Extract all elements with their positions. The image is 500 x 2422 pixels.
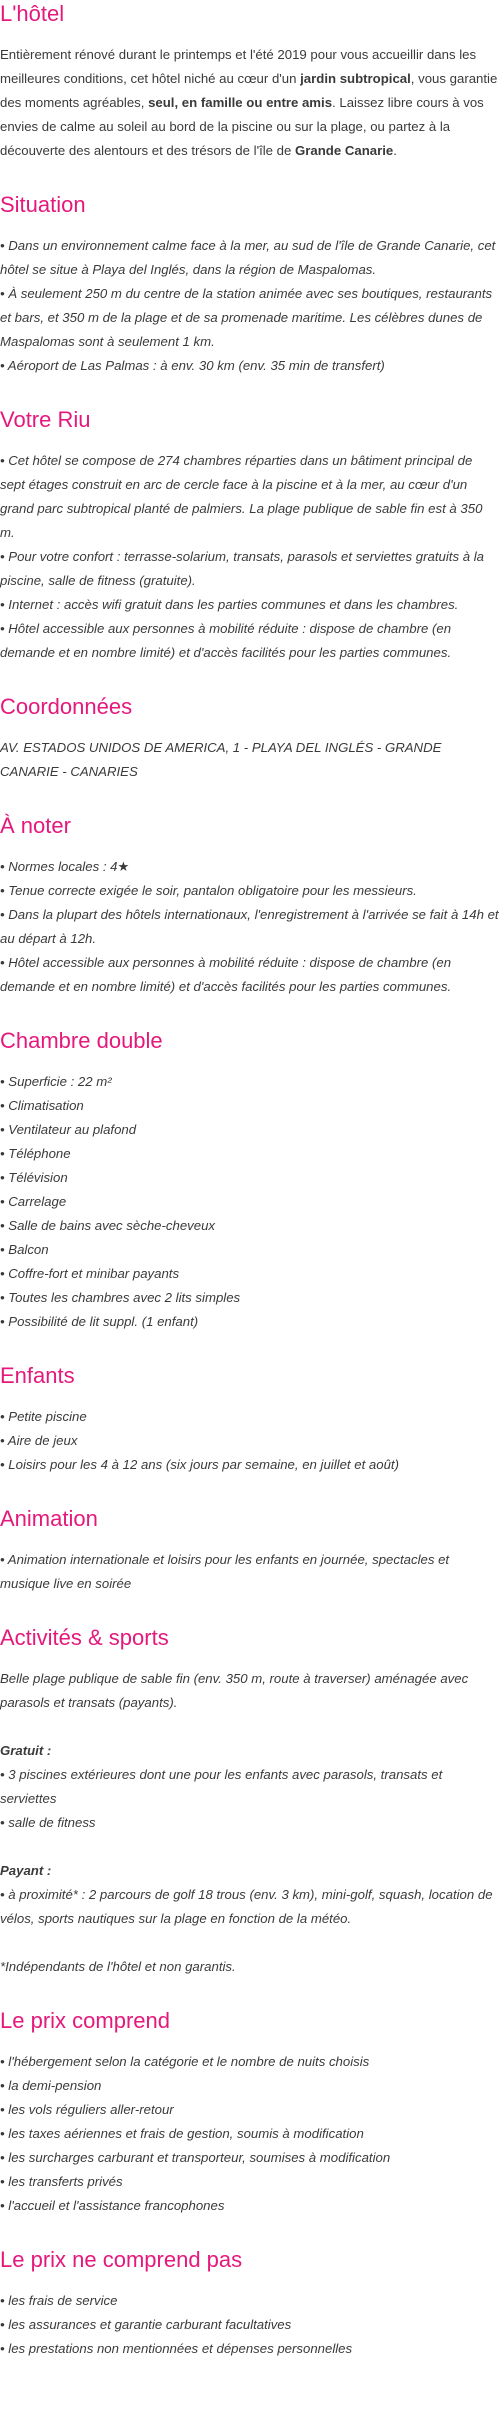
list-item: • Ventilateur au plafond — [0, 1122, 137, 1137]
list-item: • Balcon — [0, 1242, 49, 1257]
list-item: • les taxes aériennes et frais de gestion, soumis à modification — [0, 2126, 364, 2141]
sports-payant-label: Payant : — [0, 1863, 52, 1878]
hotel-text-3: . Laissez libre cours à vos envies de calme au soleil au bord de la piscine ou sur la plage, ou partez à la découverte des alentours et des trésors de l'île de — [0, 95, 484, 158]
sports-payant-item: • à proximité* : 2 parcours de golf 18 trous (env. 3 km), mini-golf, squash, location de vélos, sports nautiques sur la plage en fonction de la météo. — [0, 1887, 493, 1926]
hotel-text-2: , vous garantie des moments agréables, — [0, 71, 498, 110]
list-item: • Possibilité de lit suppl. (1 enfant) — [0, 1314, 199, 1329]
list-item: • les frais de service — [0, 2293, 118, 2308]
section-a-noter — [0, 812, 500, 999]
sports-intro: Belle plage publique de sable fin (env. 350 m, route à traverser) aménagée avec parasols et transats (payants). — [0, 1671, 469, 1710]
section-chambre-double — [0, 1027, 500, 1334]
list-item: • l'accueil et l'assistance francophones — [0, 2198, 225, 2213]
list-item: • les assurances et garantie carburant facultatives — [0, 2317, 292, 2332]
section-coordonnees — [0, 693, 500, 784]
section-activites-sports — [0, 1624, 500, 1979]
kids-list — [0, 1405, 500, 1477]
list-item: • Climatisation — [0, 1098, 84, 1113]
section-title-situation: Situation — [0, 192, 86, 217]
hotel-address: AV. ESTADOS UNIDOS DE AMERICA, 1 - PLAYA DEL INGLÉS - GRANDE CANARIE - CANARIES — [0, 740, 442, 779]
situation-item: • À seulement 250 m du centre de la station animée avec ses boutiques, restaurants et bars, et 350 m de la plage et de sa promenade maritime. Les célèbres dunes de Maspalomas sont à seulement 1 km. — [0, 286, 493, 349]
note-item: • Hôtel accessible aux personnes à mobilité réduite : dispose de chambre (en demande et en nombre limité) et d'accès facilités pour les parties communes. — [0, 955, 452, 994]
note-item: • Dans la plupart des hôtels internationaux, l'enregistrement à l'arrivée se fait à 14h et au départ à 12h. — [0, 907, 499, 946]
note-item: • Tenue correcte exigée le soir, pantalon obligatoire pour les messieurs. — [0, 883, 417, 898]
section-title-enfants: Enfants — [0, 1363, 75, 1388]
animation-item: • Animation internationale et loisirs pour les enfants en journée, spectacles et musique live en soirée — [0, 1552, 450, 1591]
note-item: • Normes locales : 4★ — [0, 859, 130, 874]
list-item: • Carrelage — [0, 1194, 67, 1209]
section-enfants — [0, 1362, 500, 1477]
list-item: • Superficie : 22 m² — [0, 1074, 112, 1089]
riu-item: • Internet : accès wifi gratuit dans les parties communes et dans les chambres. — [0, 597, 459, 612]
sports-note: *Indépendants de l'hôtel et non garantis. — [0, 1959, 236, 1974]
section-title-riu: Votre Riu — [0, 407, 91, 432]
list-item: • Petite piscine — [0, 1409, 87, 1424]
situation-item: • Dans un environnement calme face à la mer, au sud de l'île de Grande Canarie, cet hôtel se situe à Playa del Inglés, dans la région de Maspalomas. — [0, 238, 496, 277]
section-title-chambre: Chambre double — [0, 1028, 163, 1053]
situation-item: • Aéroport de Las Palmas : à env. 30 km (env. 35 min de transfert) — [0, 358, 385, 373]
hotel-bold-2: seul, en famille ou entre amis — [148, 95, 333, 110]
list-item: • Aire de jeux — [0, 1433, 78, 1448]
section-hotel — [0, 0, 500, 163]
room-features-list — [0, 1070, 500, 1334]
section-animation — [0, 1505, 500, 1596]
list-item: • Coffre-fort et minibar payants — [0, 1266, 180, 1281]
list-item: • Loisirs pour les 4 à 12 ans (six jours par semaine, en juillet et août) — [0, 1457, 399, 1472]
hotel-description — [0, 43, 500, 163]
sports-gratuit-label: Gratuit : — [0, 1743, 52, 1758]
section-title-sports: Activités & sports — [0, 1625, 169, 1650]
price-excluded-list — [0, 2289, 500, 2361]
list-item: • les prestations non mentionnées et dépenses personnelles — [0, 2341, 353, 2356]
section-title-a-noter: À noter — [0, 813, 71, 838]
list-item: • les vols réguliers aller-retour — [0, 2102, 174, 2117]
hotel-text-1: Entièrement rénové durant le printemps et l'été 2019 pour vous accueillir dans les meilleures conditions, cet hôtel niché au cœur d'un — [0, 47, 477, 86]
list-item: • Salle de bains avec sèche-cheveux — [0, 1218, 216, 1233]
list-item: • Téléphone — [0, 1146, 71, 1161]
price-included-list — [0, 2050, 500, 2218]
sports-gratuit-item: • salle de fitness — [0, 1815, 96, 1830]
riu-item: • Pour votre confort : terrasse-solarium, transats, parasols et serviettes gratuits à la piscine, salle de fitness (gratuite). — [0, 549, 484, 588]
list-item: • Télévision — [0, 1170, 68, 1185]
list-item: • les surcharges carburant et transporteur, soumises à modification — [0, 2150, 391, 2165]
list-item: • la demi-pension — [0, 2078, 102, 2093]
sports-gratuit-item: • 3 piscines extérieures dont une pour les enfants avec parasols, transats et serviettes — [0, 1767, 443, 1806]
riu-item: • Cet hôtel se compose de 274 chambres réparties dans un bâtiment principal de sept étages construit en arc de cercle face à la piscine et à la mer, au cœur d'un grand parc subtropical planté de palmiers. La plage publique de sable fin est à 350 m. — [0, 453, 483, 540]
hotel-bold-3: Grande Canarie — [295, 143, 394, 158]
section-title-animation: Animation — [0, 1506, 98, 1531]
section-title-coordonnees: Coordonnées — [0, 694, 133, 719]
section-situation — [0, 191, 500, 378]
section-title-hotel: L'hôtel — [0, 1, 65, 26]
hotel-text-4: . — [393, 143, 397, 158]
list-item: • les transferts privés — [0, 2174, 123, 2189]
section-title-prix-comprend: Le prix comprend — [0, 2008, 170, 2033]
section-title-prix-exclus: Le prix ne comprend pas — [0, 2247, 243, 2272]
section-prix-comprend — [0, 2007, 500, 2218]
section-riu — [0, 406, 500, 665]
riu-item: • Hôtel accessible aux personnes à mobilité réduite : dispose de chambre (en demande et en nombre limité) et d'accès facilités pour les parties communes. — [0, 621, 452, 660]
hotel-bold-1: jardin subtropical — [300, 71, 411, 86]
list-item: • l'hébergement selon la catégorie et le nombre de nuits choisis — [0, 2054, 370, 2069]
list-item: • Toutes les chambres avec 2 lits simples — [0, 1290, 241, 1305]
section-prix-ne-comprend-pas — [0, 2246, 500, 2361]
